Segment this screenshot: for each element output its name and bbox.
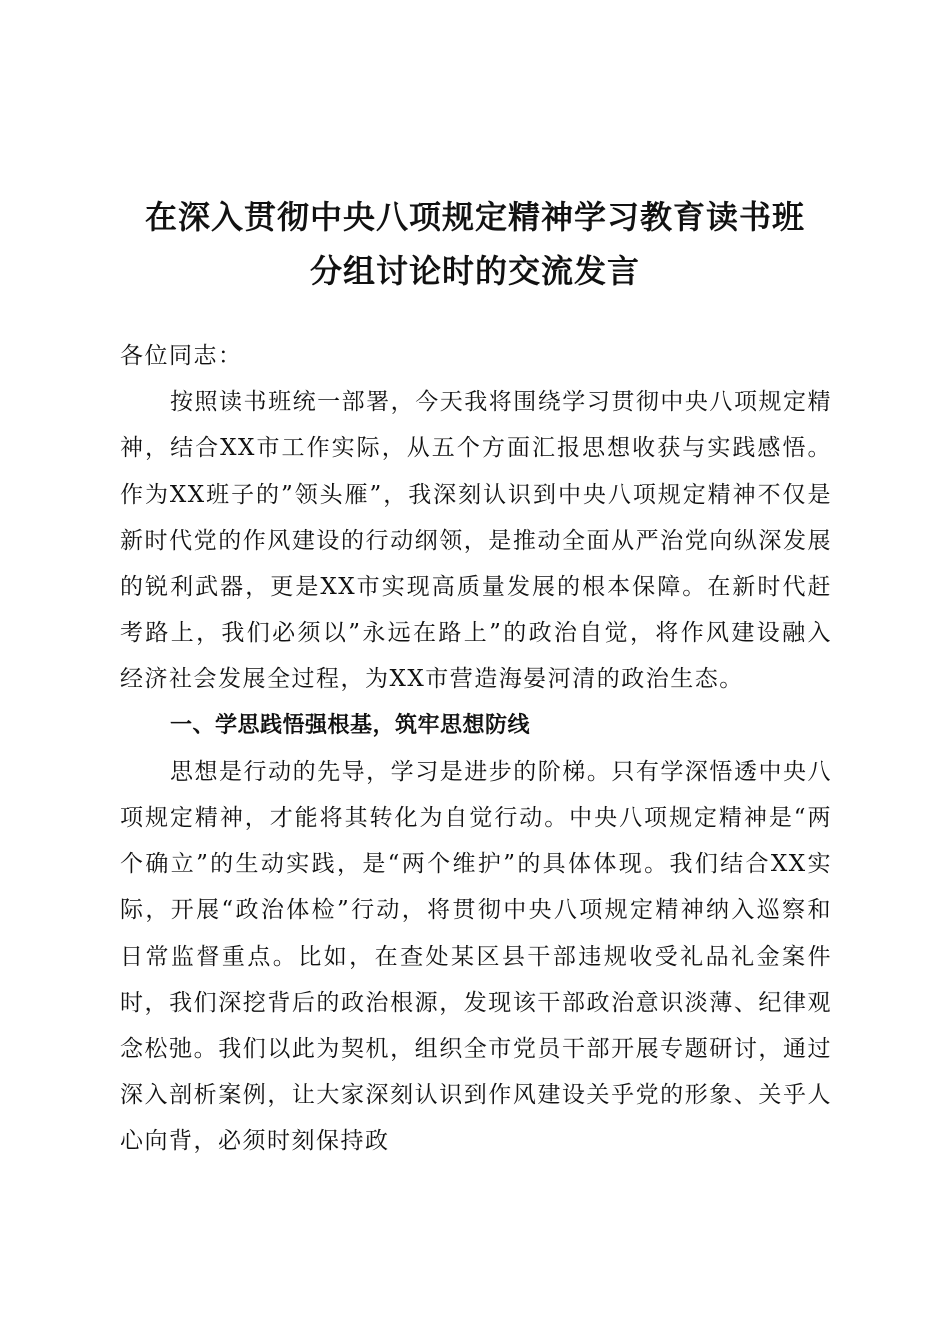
intro-paragraph: 按照读书班统一部署，今天我将围绕学习贯彻中央八项规定精神，结合XX市工作实际，从五个方面汇报思想收获与实践感悟。作为XX班子的”领头雁”，我深刻认识到中央八项规定精神不仅是新时代党的作风建设的行动纲领，是推动全面从严治党向纵深发展的锐利武器，更是XX市实现高质量发展的根本保障。在新时代赶考路上，我们必须以”永远在路上”的政治自觉，将作风建设融入经济社会发展全过程，为XX市营造海晏河清的政治生态。: [120, 389, 832, 693]
title-line-1: 在深入贯彻中央八项规定精神学习教育读书班: [144, 198, 805, 236]
document-body: [120, 333, 832, 1165]
title-line-2: 分组讨论时的交流发言: [309, 252, 640, 290]
document-title: [90, 190, 860, 298]
salutation: 各位同志：: [120, 343, 243, 369]
section-heading-1: 一、学思践悟强根基，筑牢思想防线: [170, 712, 531, 738]
section-1-paragraph: 思想是行动的先导，学习是进步的阶梯。只有学深悟透中央八项规定精神，才能将其转化为自觉行动。中央八项规定精神是“两个确立”的生动实践，是“两个维护”的具体体现。我们结合XX实际，开展“政治体检”行动，将贯彻中央八项规定精神纳入巡察和日常监督重点。比如，在查处某区县干部违规收受礼品礼金案件时，我们深挖背后的政治根源，发现该干部政治意识淡薄、纪律观念松弛。我们以此为契机，组织全市党员干部开展专题研讨，通过深入剖析案例，让大家深刻认识到作风建设关乎党的形象、关乎人心向背，必须时刻保持政: [120, 758, 832, 1155]
